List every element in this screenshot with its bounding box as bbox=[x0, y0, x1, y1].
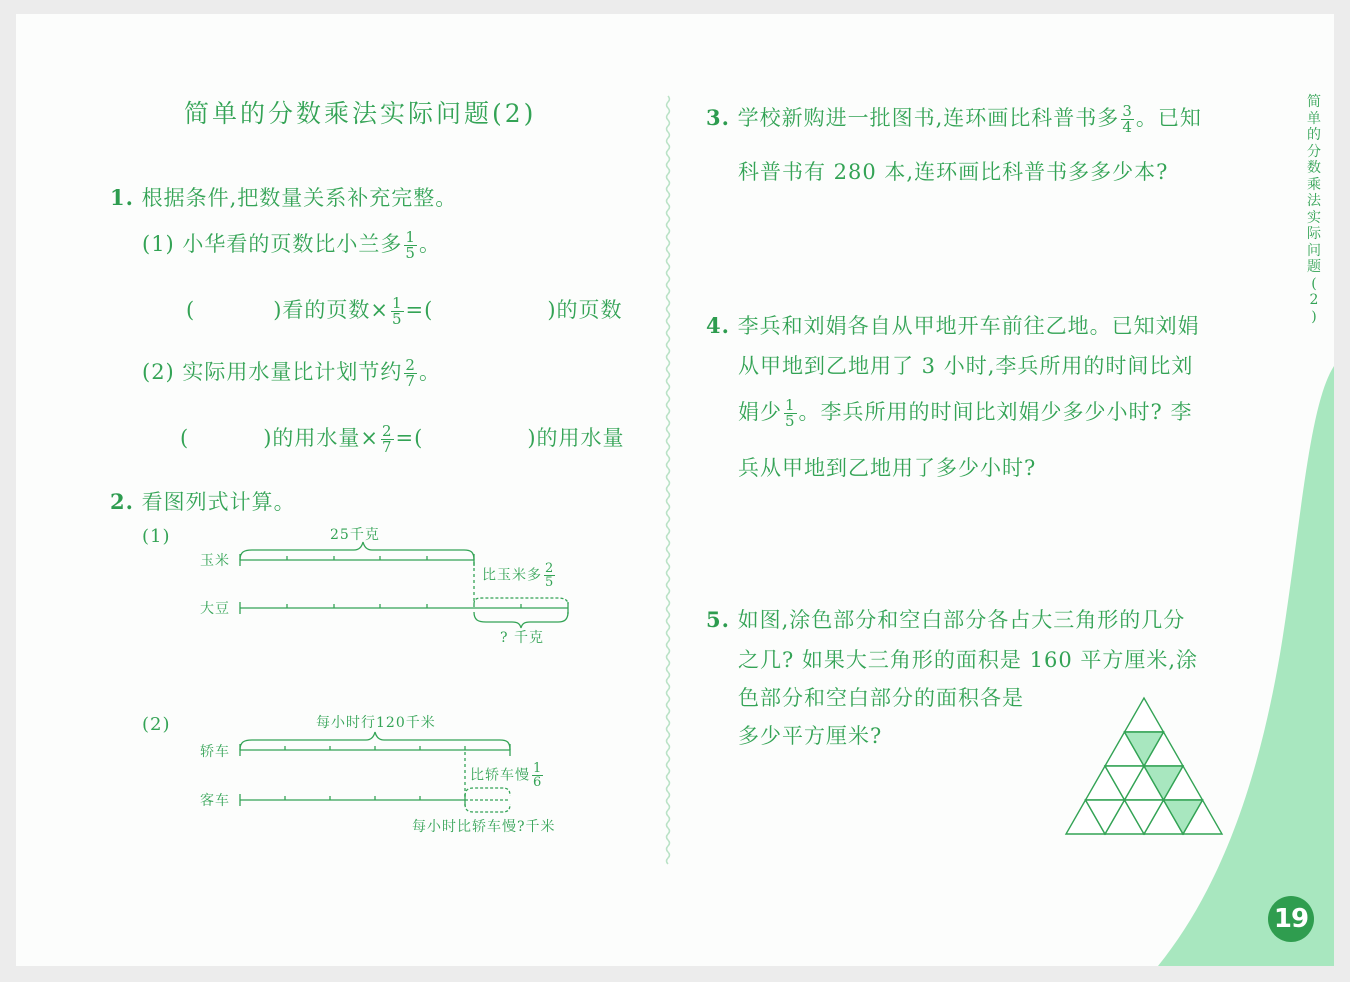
upright-small-triangle bbox=[1125, 698, 1164, 732]
q5-number: 5. bbox=[706, 607, 730, 632]
q2-diagram2-top-label: 每小时行120千米 bbox=[316, 715, 436, 731]
page-title: 简单的分数乘法实际问题(2) bbox=[184, 99, 537, 128]
q2-diagram1-row2: 大豆 bbox=[200, 601, 230, 617]
q5-line4: 多少平方厘米? bbox=[738, 724, 883, 748]
q1-text: 根据条件,把数量关系补充完整。 bbox=[141, 186, 458, 210]
fraction: $\frac{2}{7}$ bbox=[382, 422, 393, 456]
q2-diagram2-row2: 客车 bbox=[200, 793, 230, 809]
q1-part2: (2) 实际用水量比计划节约 $\frac{2}{7}$ 。 bbox=[142, 356, 441, 390]
q2-diagram1-row1: 玉米 bbox=[200, 553, 230, 569]
q2-diagram1-note: 比玉米多 $\frac{2}{5}$ bbox=[482, 561, 555, 590]
q2-diagram2-row1: 轿车 bbox=[200, 744, 230, 760]
workbook-page bbox=[16, 14, 1334, 966]
q5-line1: 5. 如图,涂色部分和空白部分各占大三角形的几分 bbox=[706, 607, 1186, 632]
q4-line1: 4. 李兵和刘娟各自从甲地开车前往乙地。已知刘娟 bbox=[706, 313, 1200, 338]
q1-number: 1. bbox=[110, 185, 134, 210]
q5-line3: 色部分和空白部分的面积各是 bbox=[738, 686, 1024, 710]
q2-diagram1-top-label: 25千克 bbox=[330, 527, 380, 543]
q1-part1-label: (1) 小华看的页数比小兰多 bbox=[142, 232, 403, 256]
q5-line2: 之几? 如果大三角形的面积是 160 平方厘米,涂 bbox=[738, 648, 1199, 672]
fraction: $\frac{1}{5}$ bbox=[392, 294, 403, 328]
q3-line2: 科普书有 280 本,连环画比科普书多多少本? bbox=[738, 160, 1169, 184]
q2-text: 看图列式计算。 bbox=[141, 490, 296, 514]
q1-part2-label: (2) 实际用水量比计划节约 bbox=[142, 360, 403, 384]
triangle-figure bbox=[16, 14, 1334, 966]
q2-number: 2. bbox=[110, 489, 134, 514]
fraction: $\frac{3}{4}$ bbox=[1122, 102, 1133, 136]
fraction: $\frac{1}{5}$ bbox=[405, 228, 416, 262]
fraction: $\frac{2}{5}$ bbox=[545, 561, 555, 590]
q2-diagram2-bottom-label: 每小时比轿车慢?千米 bbox=[412, 819, 556, 835]
fraction: $\frac{1}{5}$ bbox=[785, 396, 796, 430]
q2-diagram2-label: (2) bbox=[142, 714, 171, 735]
q1-part2-equation: ( )的用水量× $\frac{2}{7}$ =( )的用水量 bbox=[180, 422, 625, 456]
fraction: $\frac{1}{6}$ bbox=[533, 761, 543, 790]
side-title: 简 单 的 分 数 乘 法 实 际 问 题 ( 2 ) bbox=[1307, 94, 1321, 325]
q1-part1-equation: ( )看的页数× $\frac{1}{5}$ =( )的页数 bbox=[186, 294, 623, 328]
q4-number: 4. bbox=[706, 313, 730, 338]
q3-line1: 3. 学校新购进一批图书,连环画比科普书多 $\frac{3}{4}$ 。已知 bbox=[706, 102, 1202, 136]
q4-line2: 从甲地到乙地用了 3 小时,李兵所用的时间比刘 bbox=[738, 354, 1194, 378]
page-number-badge: 19 bbox=[1268, 896, 1314, 942]
q2-diagram1-bottom-label: ? 千克 bbox=[500, 630, 544, 646]
q4-line4: 兵从甲地到乙地用了多少小时? bbox=[738, 456, 1037, 480]
q4-line3: 娟少 $\frac{1}{5}$ 。李兵所用的时间比刘娟少多少小时? 李 bbox=[738, 396, 1193, 430]
q1-part1: (1) 小华看的页数比小兰多 $\frac{1}{5}$ 。 bbox=[142, 228, 441, 262]
fraction: $\frac{2}{7}$ bbox=[405, 356, 416, 390]
q3-number: 3. bbox=[706, 105, 730, 130]
q2-diagram1-label: (1) bbox=[142, 526, 171, 547]
q2-diagram2-note: 比轿车慢 $\frac{1}{6}$ bbox=[470, 761, 543, 790]
